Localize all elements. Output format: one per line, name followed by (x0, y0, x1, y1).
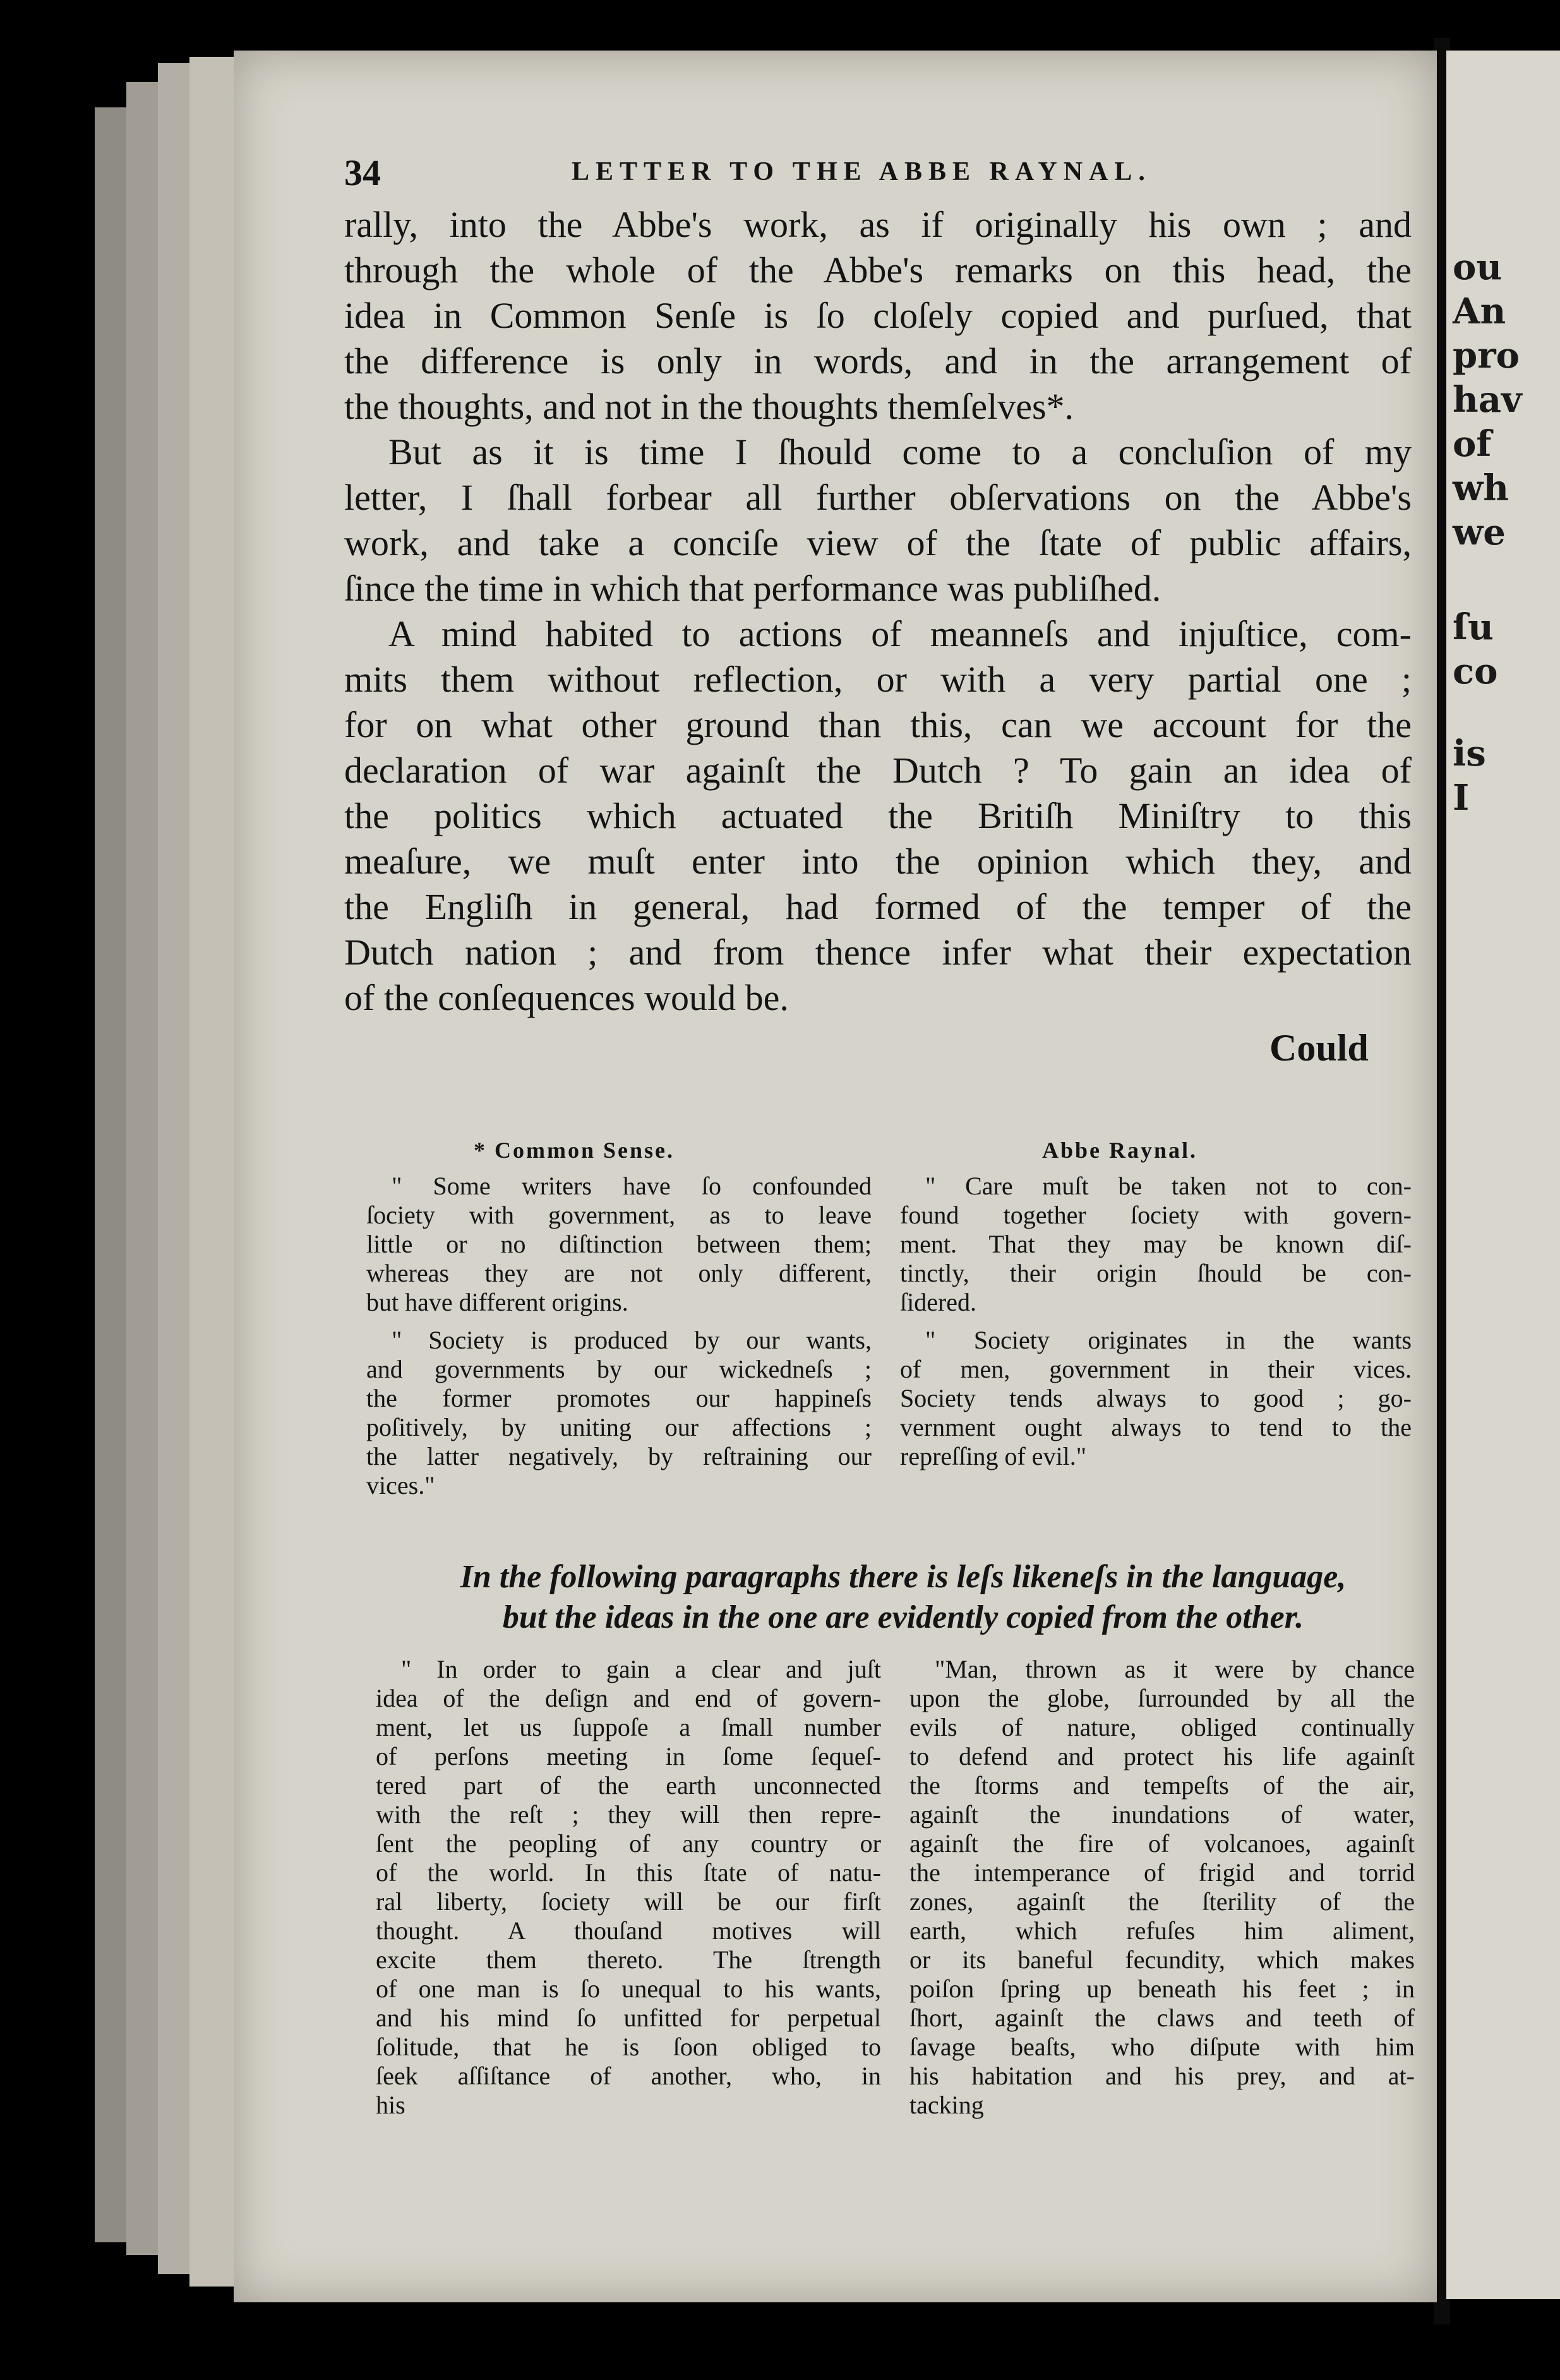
footnote-line: the ſtorms and tempeſts of the air, (909, 1771, 1415, 1800)
text-line: ſince the time in which that performance was publiſhed. (344, 568, 1161, 609)
footnote-line: to defend and protect his life againſt (909, 1742, 1415, 1770)
footnote-comparison-heading-line: but the ideas in the one are evidently copied from the other. (502, 1599, 1304, 1635)
adjacent-page-fragment: is (1453, 733, 1486, 774)
adjacent-page-fragment: I (1453, 777, 1470, 819)
footnote-line: ſociety with government, as to leave (366, 1201, 872, 1229)
catchword: Could (1269, 1027, 1369, 1069)
footnote-line: whereas they are not only different, (366, 1259, 872, 1287)
adjacent-page-fragment: wh (1453, 467, 1509, 509)
footnote-line: of perſons meeting in ſome ſequeſ- (376, 1742, 881, 1770)
adjacent-page (1446, 51, 1560, 2299)
footnote-line: " Care muſt be taken not to con- (925, 1172, 1412, 1200)
footnote-line: and his mind ſo unfitted for perpetual (376, 2004, 881, 2032)
text-line: declaration of war againſt the Dutch ? To gain an idea of (344, 750, 1412, 791)
footnote-catchword: tacking (909, 2091, 984, 2119)
footnote-line: vernment ought always to tend to the (900, 1413, 1412, 1441)
text-line: work, and take a conciſe view of the ſtate of public affairs, (344, 522, 1412, 563)
footnote-line: poſitively, by uniting our affections ; (366, 1413, 872, 1441)
footnote-line: againſt the fire of volcanoes, againſt (909, 1829, 1415, 1858)
adjacent-page-fragment: An (1453, 291, 1506, 332)
footnote-line: little or no diſtinction between them; (366, 1230, 872, 1258)
text-line: the thoughts, and not in the thoughts themſelves*. (344, 386, 1074, 427)
footnote-column-abbe-raynal-2 (909, 1655, 1415, 2120)
page-header-title: LETTER TO THE ABBE RAYNAL. (572, 157, 1151, 186)
book-page (234, 51, 1437, 2302)
footnote-comparison-heading-line: In the following paragraphs there is leſs likeneſs in the language, (460, 1559, 1347, 1595)
footnote-line: excite them thereto. The ſtrength (376, 1945, 881, 1974)
footnote-line: the latter negatively, by reſtraining our (366, 1442, 872, 1470)
footnote-line: Society tends always to good ; go- (900, 1384, 1412, 1412)
adjacent-page-fragment: hav (1453, 379, 1522, 421)
footnote-column-abbe-raynal (900, 1172, 1412, 1471)
footnote-line: earth, which refuſes him aliment, (909, 1916, 1415, 1945)
footnote-line: with the reſt ; they will then repre- (376, 1800, 881, 1829)
footnote-line: "Man, thrown as it were by chance (935, 1655, 1415, 1683)
footnote-line: repreſſing of evil." (900, 1442, 1087, 1470)
adjacent-page-fragment: we (1453, 512, 1506, 553)
footnote-heading-common-sense: * Common Sense. (474, 1138, 675, 1163)
footnote-line: the intemperance of frigid and torrid (909, 1858, 1415, 1887)
text-line: rally, into the Abbe's work, as if originally his own ; and (344, 204, 1412, 245)
text-line: for on what other ground than this, can we account for the (344, 704, 1412, 745)
adjacent-page-fragment: co (1453, 651, 1498, 692)
footnote-line: ment. That they may be known diſ- (900, 1230, 1412, 1258)
footnote-line: his habitation and his prey, and at- (909, 2062, 1415, 2090)
footnote-line: tered part of the earth unconnected (376, 1771, 881, 1800)
text-line: through the whole of the Abbe's remarks on this head, the (344, 249, 1412, 291)
running-head (344, 152, 1418, 196)
footnote-line: idea of the deſign and end of govern- (376, 1684, 881, 1712)
body-text (344, 202, 1412, 1021)
footnote-line: " Society originates in the wants (925, 1326, 1412, 1354)
footnote-line: evils of nature, obliged continually (909, 1713, 1415, 1741)
footnote-column-common-sense (366, 1172, 872, 1500)
footnote-line: ſhort, againſt the claws and teeth of (909, 2004, 1415, 2032)
footnote-line: ſavage beaſts, who diſpute with him (909, 2033, 1415, 2061)
adjacent-page-fragment: ou (1453, 246, 1503, 288)
footnote-line: or its baneful fecundity, which makes (909, 1945, 1415, 1974)
footnote-line: and governments by our wickedneſs ; (366, 1355, 872, 1383)
footnote-line: againſt the inundations of water, (909, 1800, 1415, 1829)
footnote-catchword: his (376, 2091, 405, 2119)
footnote-heading-abbe-raynal: Abbe Raynal. (1042, 1138, 1198, 1163)
footnote-line: zones, againſt the ſterility of the (909, 1887, 1415, 1916)
text-line: Dutch nation ; and from thence infer what their expectation (344, 932, 1412, 973)
text-line: of the conſequences would be. (344, 977, 789, 1018)
footnote-line: ſidered. (900, 1288, 977, 1316)
footnote-line: ral liberty, ſociety will be our firſt (376, 1887, 881, 1916)
footnote-line: upon the globe, ſurrounded by all the (909, 1684, 1415, 1712)
footnote-line: the former promotes our happineſs (366, 1384, 872, 1412)
footnote-comparison-heading (382, 1557, 1424, 1638)
footnote-line: thought. A thouſand motives will (376, 1916, 881, 1945)
footnote-column-common-sense-2 (376, 1655, 881, 2120)
footnote-line: of one man is ſo unequal to his wants, (376, 1974, 881, 2003)
footnote-line: ſent the peopling of any country or (376, 1829, 881, 1858)
footnote-line: found together ſociety with govern- (900, 1201, 1412, 1229)
text-line: the difference is only in words, and in the arrangement of (344, 340, 1412, 382)
adjacent-page-fragment: of (1453, 423, 1492, 465)
footnote-line: ſeek aſſiſtance of another, who, in (376, 2062, 881, 2090)
adjacent-page-fragment: pro (1453, 335, 1520, 376)
footnote-line: but have different origins. (366, 1288, 628, 1316)
text-line: A mind habited to actions of meanneſs and injuſtice, com- (388, 613, 1412, 654)
text-line: letter, I ſhall forbear all further obſervations on the Abbe's (344, 477, 1412, 518)
text-line: But as it is time I ſhould come to a concluſion of my (388, 431, 1412, 472)
footnote-line: tinctly, their origin ſhould be con- (900, 1259, 1412, 1287)
text-line: meaſure, we muſt enter into the opinion which they, and (344, 841, 1412, 882)
page-number: 34 (344, 152, 381, 193)
footnote-line: " Society is produced by our wants, (392, 1326, 872, 1354)
footnote-line: of the world. In this ſtate of natu- (376, 1858, 881, 1887)
text-line: idea in Common Senſe is ſo cloſely copied and purſued, that (344, 295, 1412, 336)
footnote-line: " In order to gain a clear and juſt (401, 1655, 881, 1683)
text-line: the Engliſh in general, had formed of the temper of the (344, 886, 1412, 927)
footnote-line: poiſon ſpring up beneath his feet ; in (909, 1974, 1415, 2003)
footnote-line: ment, let us ſuppoſe a ſmall number (376, 1713, 881, 1741)
footnote-line: of men, government in their vices. (900, 1355, 1412, 1383)
footnote-line: " Some writers have ſo confounded (392, 1172, 872, 1200)
footnote-line: vices." (366, 1471, 435, 1500)
text-line: the politics which actuated the Britiſh Miniſtry to this (344, 795, 1412, 836)
text-line: mits them without reflection, or with a very partial one ; (344, 659, 1412, 700)
adjacent-page-fragment: ſu (1453, 606, 1494, 648)
footnote-line: ſolitude, that he is ſoon obliged to (376, 2033, 881, 2061)
